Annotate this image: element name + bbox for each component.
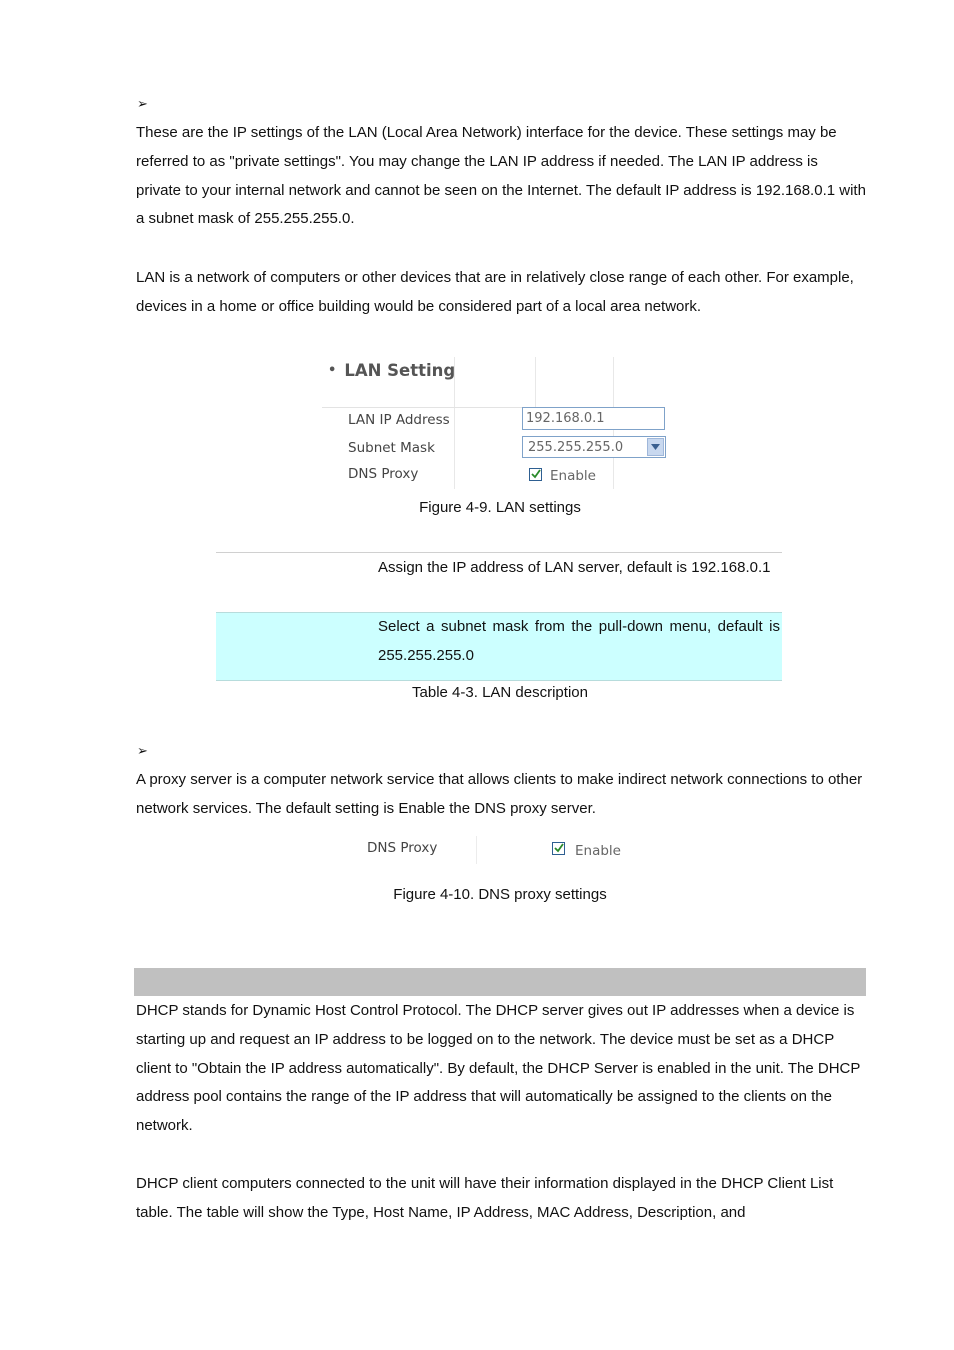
grid-line <box>476 836 477 864</box>
dhcp-client-list-paragraph: DHCP client computers connected to the unit will have their information displayed in the DHCP Client List table. The table will show the Type, Host Name, IP Address, MAC Address, Description, and <box>136 1175 834 1221</box>
dns-proxy-enable-label: Enable <box>550 468 596 484</box>
dns-proxy-paragraph: A proxy server is a computer network service that allows clients to make indirect network connections to other network services. The default setting is Enable the DNS proxy server. <box>136 771 863 817</box>
subnet-mask-label: Subnet Mask <box>348 440 435 456</box>
grid-line <box>322 407 522 408</box>
figure-caption: Figure 4-10. DNS proxy settings <box>393 886 607 903</box>
dns-proxy-enable-label: Enable <box>575 843 621 859</box>
table-caption: Table 4-3. LAN description <box>412 684 588 701</box>
subnet-mask-select[interactable] <box>522 436 666 458</box>
subnet-mask-value: 255.255.255.0 <box>528 440 624 455</box>
lan-description-table <box>216 552 782 681</box>
dns-proxy-checkbox[interactable] <box>552 842 565 855</box>
lan-ip-address-label: LAN IP Address <box>348 412 450 428</box>
bullet-dot-icon: • <box>328 363 337 378</box>
lan-setting-title <box>328 361 455 380</box>
lan-intro-paragraph: These are the IP settings of the LAN (Local Area Network) interface for the device. These settings may be referred to as "private settings". You may change the LAN IP address if needed. The LAN IP address is private to your internal network and cannot be seen on the Internet. The default IP address is 192.168.0.1 with a subnet mask of 255.255.255.0. <box>136 124 866 228</box>
bullet-marker: ➢ <box>137 744 148 759</box>
bullet-marker: ➢ <box>137 97 148 112</box>
table-cell-description: Select a subnet mask from the pull-down menu, default is 255.255.255.0 <box>378 618 780 664</box>
dns-proxy-label: DNS Proxy <box>367 840 438 856</box>
section-heading-bar <box>134 968 866 996</box>
table-row <box>216 612 782 681</box>
lan-definition-paragraph: LAN is a network of computers or other devices that are in relatively close range of each other. For example, devices in a home or office building would be considered part of a local area network. <box>136 269 854 315</box>
chevron-down-icon[interactable] <box>647 438 664 456</box>
figure-caption: Figure 4-9. LAN settings <box>419 499 581 516</box>
table-row <box>216 552 782 612</box>
lan-ip-address-input[interactable]: 192.168.0.1 <box>522 407 665 430</box>
lan-setting-figure <box>322 357 678 489</box>
table-cell-description: Assign the IP address of LAN server, default is 192.168.0.1 <box>378 559 771 576</box>
dns-proxy-checkbox[interactable] <box>529 468 542 481</box>
dhcp-intro-paragraph: DHCP stands for Dynamic Host Control Protocol. The DHCP server gives out IP addresses when a device is starting up and request an IP address to be logged on to the network. The device must be set as a DHCP client to "Obtain the IP address automatically". By default, the DHCP Server is enabled in the unit. The DHCP address pool contains the range of the IP address that will automatically be assigned to the clients on the network. <box>136 1002 861 1135</box>
grid-line <box>535 357 536 407</box>
dns-proxy-label: DNS Proxy <box>348 466 419 482</box>
lan-setting-title-text: LAN Setting <box>344 361 456 380</box>
